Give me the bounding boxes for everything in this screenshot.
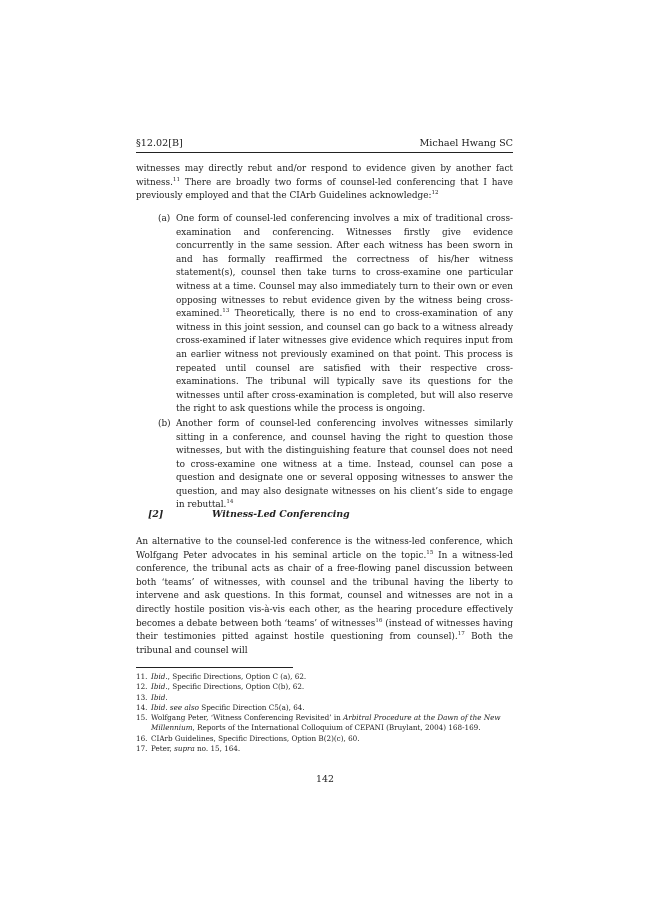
footnote-italic: Ibid. (151, 672, 168, 681)
footnote (136, 672, 513, 682)
footnote (136, 744, 513, 754)
footnote-ref[interactable]: 14 (226, 499, 234, 506)
footnote-text: , Reports of the International Colloquium of CEPANI (Bruylant, 2004) 168-169. (192, 723, 481, 733)
footnote-ref[interactable]: 17 (457, 631, 465, 638)
header-section: §12.02[B] (136, 138, 183, 149)
footnote-italic: Ibid. (151, 692, 168, 702)
list-item-b (158, 418, 513, 513)
footnote (136, 734, 513, 744)
footnote-text: CIArb Guidelines, Specific Directions, Option B(2)(c), 60. (151, 733, 360, 743)
footnote-text: Wolfgang Peter, ‘Witness Conferencing Revisited’ in (151, 713, 344, 723)
para-text: There are broadly two forms of counsel-led conferencing that I have previously employed and that the CIArb Guidelines acknowledge: (136, 177, 513, 202)
footnote (136, 693, 513, 703)
witness-led-paragraph (136, 536, 513, 658)
list-text: Another form of counsel-led conferencing involves witnesses similarly sitting in a conference, and counsel having the right to question those witnesses, but with the distinguishing feature that counsel does not need to cross-examine one witness at a time. Instead, counsel can pose a question and designate one or several opposing witnesses to answer the question, and may also designate witnesses on his client’s side to engage in rebuttal. (176, 418, 513, 511)
para-text: Both the tribunal and counsel will (136, 632, 513, 656)
footnotes (136, 672, 513, 754)
para-text: (instead of witnesses having their testimonies pitted against hostile questioning from counsel). (136, 618, 514, 643)
footnote-number: 12. (136, 682, 148, 692)
section-number: [2] (148, 509, 164, 520)
footnote-italic: Arbitral Procedure at the Dawn of the New Millennium (151, 713, 501, 733)
header-author: Michael Hwang SC (419, 138, 513, 149)
footnote-text: , Specific Directions, Option C (a), 62. (167, 672, 307, 681)
footnote (136, 703, 513, 713)
section-heading (148, 509, 350, 520)
footnote-ref[interactable]: 13 (222, 308, 230, 315)
para-text: In a witness-led conference, the tribunal acts as chair of a free-flowing panel discussion between both ‘teams’ of witnesses, with counsel and the tribunal having the liberty to intervene and ask questions. In this format, counsel and witnesses are not in a directly hostile position vis-à-vis each other, as the hearing procedure effectively becomes a debate between both ‘teams’ of witnesses (136, 550, 513, 629)
list-item-a (158, 213, 513, 417)
footnote-text: Peter, (151, 744, 175, 754)
list-marker: (a) (158, 214, 171, 224)
list-text: One form of counsel-led conferencing involves a mix of traditional cross-examination and conferencing. Witnesses firstly give evidence concurrently in the same session. After each witness has been sworn in and has formally reaffirmed the correctness of his/her witness statement(s), counsel then take turns to cross-examine one particular witness at a time. Counsel may also immediately turn to their own or even opposing witnesses to rebut evidence given by the witness being cross-examined. (176, 214, 513, 320)
footnote (136, 682, 513, 692)
footnote-rule (136, 667, 293, 668)
conferencing-forms-list (158, 213, 513, 514)
footnote (136, 713, 513, 734)
page-number: 142 (316, 774, 334, 785)
footnote-ref[interactable]: 15 (426, 549, 434, 556)
header-rule (136, 152, 513, 153)
footnote-number: 16. (136, 733, 148, 743)
footnote-ref[interactable]: 16 (375, 617, 383, 624)
section-title: Witness-Led Conferencing (212, 509, 350, 520)
para-text: An alternative to the counsel-led conference is the witness-led conference, which Wolfgang Peter advocates in his seminal article on the topic. (136, 537, 513, 561)
footnote-italic: Ibid. (151, 682, 168, 692)
footnote-italic: supra (174, 744, 195, 754)
footnote-number: 13. (136, 692, 148, 702)
footnote-text: no. 15, 164. (194, 744, 241, 754)
para-text: witnesses may directly rebut and/or respond to evidence given by another fact witness. (136, 164, 513, 188)
footnote-ref[interactable]: 11 (172, 176, 181, 183)
footnote-number: 15. (136, 713, 148, 723)
footnote-number: 14. (136, 702, 148, 712)
list-text: Theoretically, there is no end to cross-examination of any witness in this joint session, and counsel can go back to a witness already cross-examined if later witnesses give evidence which requires input from an earlier witness not previously examined on that point. This process is repeated until counsel are satisfied with their respective cross-examinations. The tribunal will typically save its questions for the witnesses until after cross-examination is completed, but will also reserve the right to ask questions while the process is ongoing. (176, 309, 513, 415)
footnote-text: , Specific Directions, Option C(b), 62. (167, 682, 305, 692)
footnote-number: 17. (136, 744, 148, 754)
intro-paragraph (136, 163, 513, 204)
list-marker: (b) (158, 418, 171, 429)
footnote-number: 11. (136, 672, 148, 681)
footnote-ref[interactable]: 12 (431, 190, 439, 197)
footnote-italic: Ibid. see also (151, 702, 199, 712)
footnote-text: Specific Direction C5(a), 64. (199, 702, 305, 712)
